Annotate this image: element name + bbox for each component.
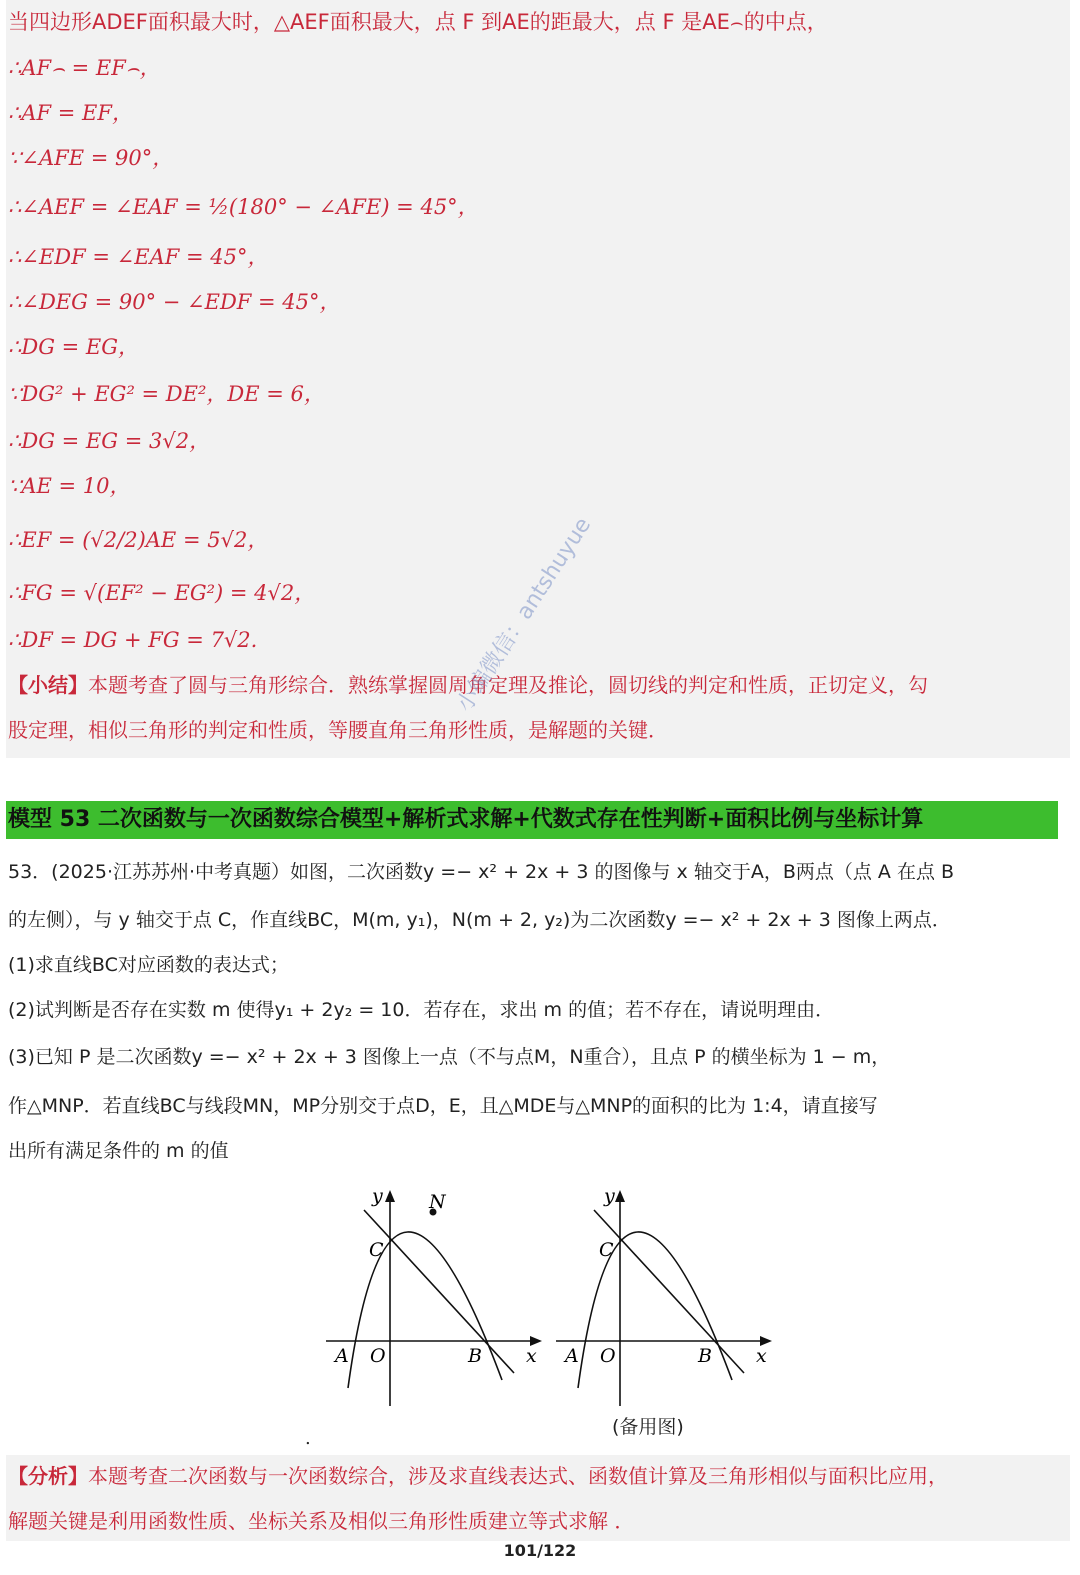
analysis-text-1: 本题考查二次函数与一次函数综合，涉及求直线表达式、函数值计算及三角形相似与面积比应用， (88, 1464, 948, 1488)
summary-text-1: 本题考查了圆与三角形综合．熟练掌握圆周角定理及推论，圆切线的判定和性质，正切定义，勾 (88, 673, 928, 697)
y-axis-arrow (385, 1190, 395, 1202)
solution-line-1: 当四边形ADEF面积最大时，△AEF面积最大，点 F 到AE的距最大，点 F 是AE⌢的中点， (8, 10, 828, 34)
watermark: 小编微信：antshuyue (452, 513, 597, 717)
solution-line-7: ∴∠DEG = 90° − ∠EDF = 45°， (8, 290, 341, 314)
solution-line-14: ∴DF = DG + FG = 7√2. (8, 628, 258, 652)
page-number: 101/122 (503, 1541, 577, 1560)
solution-line-6: ∴∠EDF = ∠EAF = 45°， (8, 245, 269, 269)
spare-label-o: O (600, 1345, 616, 1367)
spare-label-a: A (565, 1345, 579, 1367)
analysis-tag: 【分析】 (8, 1464, 88, 1488)
model-header: 模型 53 二次函数与一次函数综合模型+解析式求解+代数式存在性判断+面积比例与坐标计算 (6, 801, 1058, 839)
question-part-3-line-1: (3)已知 P 是二次函数y =− x² + 2x + 3 图像上一点（不与点M，N重合），且点 P 的横坐标为 1 − m， (8, 1046, 891, 1068)
question-part-3-line-2: 作△MNP．若直线BC与线段MN，MP分别交于点D，E，且△MDE与△MNP的面积的比为 1:4，请直接写 (8, 1095, 878, 1117)
analysis-line-1 (8, 1463, 948, 1489)
label-c: C (369, 1239, 384, 1261)
solution-line-8: ∴DG = EG， (8, 335, 140, 359)
solution-line-5: ∴∠AEF = ∠EAF = ½(180° − ∠AFE) = 45°， (8, 195, 479, 219)
summary-tag: 【小结】 (8, 673, 88, 697)
solution-line-11: ∵AE = 10， (8, 474, 131, 498)
solution-line-9: ∵DG² + EG² = DE²，DE = 6， (8, 382, 325, 406)
solution-line-2: ∴AF⌢ = EF⌢， (8, 56, 161, 80)
line-bc (364, 1210, 514, 1373)
label-y: y (372, 1185, 383, 1207)
question-line-2: 的左侧），与 y 轴交于点 C，作直线BC，M(m, y₁)，N(m + 2, y₂)为二次函数y =− x² + 2x + 3 图像上两点． (8, 909, 951, 931)
spare-label-b: B (698, 1345, 712, 1367)
label-n: N (429, 1191, 446, 1213)
figure-caption: (备用图) (612, 1416, 684, 1438)
question-line-1: 53．(2025·江苏苏州·中考真题）如图，二次函数y =− x² + 2x + 3 的图像与 x 轴交于A，B两点（点 A 在点 B (8, 861, 955, 883)
spare-label-c: C (599, 1239, 614, 1261)
solution-line-13: ∴FG = √(EF² − EG²) = 4√2， (8, 581, 316, 605)
spare-label-x: x (756, 1345, 767, 1367)
label-a: A (335, 1345, 349, 1367)
main-graph-figure (320, 1180, 550, 1415)
spare-label-y: y (604, 1185, 615, 1207)
label-o: O (370, 1345, 386, 1367)
spare-graph-figure (550, 1180, 780, 1415)
analysis-line-2: 解题关键是利用函数性质、坐标关系及相似三角形性质建立等式求解 ． (8, 1509, 635, 1533)
solution-line-12: ∴EF = (√2/2)AE = 5√2， (8, 528, 269, 552)
question-part-2: (2)试判断是否存在实数 m 使得y₁ + 2y₂ = 10．若存在，求出 m 的值；若不存在，请说明理由． (8, 999, 835, 1021)
summary-line-2: 股定理，相似三角形的判定和性质，等腰直角三角形性质，是解题的关键． (8, 718, 668, 742)
question-part-3-line-3: 出所有满足条件的 m 的值 (8, 1140, 229, 1162)
spare-y-axis-arrow (615, 1190, 625, 1202)
label-b: B (468, 1345, 482, 1367)
label-x: x (526, 1345, 537, 1367)
figure-dot-mark: . (305, 1428, 311, 1449)
solution-line-10: ∴DG = EG = 3√2， (8, 429, 211, 453)
question-part-1: (1)求直线BC对应函数的表达式； (8, 954, 289, 976)
solution-line-3: ∴AF = EF， (8, 101, 133, 125)
spare-line-bc (594, 1210, 744, 1373)
solution-line-4: ∵∠AFE = 90°， (8, 146, 174, 170)
